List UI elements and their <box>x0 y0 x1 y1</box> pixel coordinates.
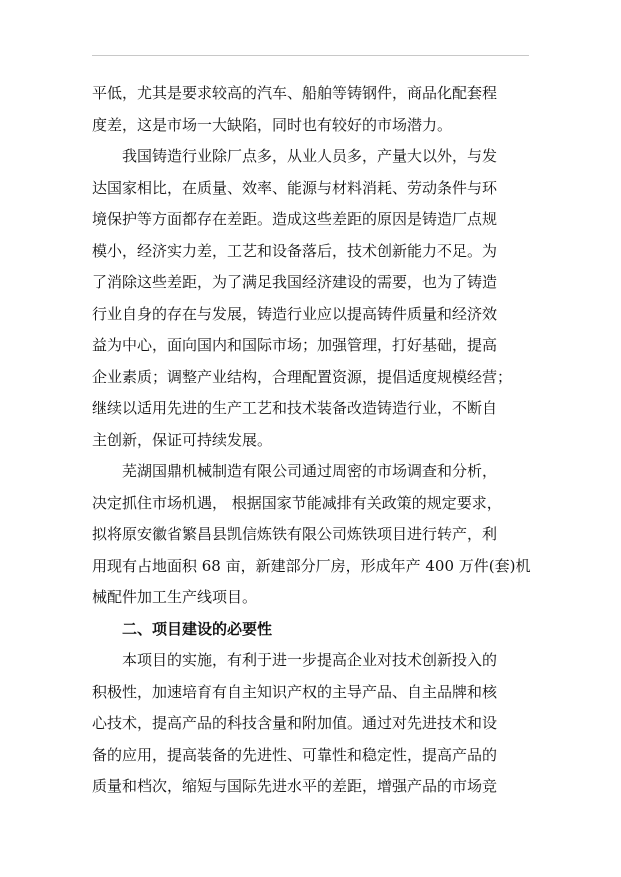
text-line: 境保护等方面都存在差距。造成这些差距的原因是铸造厂点规 <box>92 210 498 228</box>
text-line: 决定抓住市场机遇， 根据国家节能减排有关政策的规定要求， <box>92 493 502 512</box>
text-line: 达国家相比，在质量、效率、能源与材料消耗、劳动条件与环 <box>92 178 498 197</box>
text-line: 平低，尤其是要求较高的汽车、船舶等铸钢件，商品化配套程 <box>92 84 498 102</box>
text-line: 企业素质；调整产业结构，合理配置资源，提倡适度规模经营； <box>92 367 513 386</box>
section-heading: 二、项目建设的必要性 <box>122 619 273 638</box>
text-line: 械配件加工生产线项目。 <box>92 588 258 606</box>
document-body <box>92 78 532 803</box>
text-line: 备的应用，提高装备的先进性、可靠性和稳定性，提高产品的 <box>92 745 498 764</box>
text-line: 拟将原安徽省繁昌县凯信炼铁有限公司炼铁项目进行转产，利 <box>92 525 498 543</box>
text-line: 用现有占地面积 68 亩，新建部分厂房，形成年产 400 万件(套)机 <box>92 556 531 575</box>
text-line: 质量和档次，缩短与国际先进水平的差距，增强产品的市场竞 <box>92 777 498 795</box>
text-line: 继续以适用先进的生产工艺和技术装备改造铸造行业，不断自 <box>92 399 498 417</box>
text-line: 本项目的实施，有利于进一步提高企业对技术创新投入的 <box>122 651 498 669</box>
text-line: 益为中心，面向国内和国际市场；加强管理，打好基础，提高 <box>92 336 498 354</box>
text-line: 积极性，加速培育有自主知识产权的主导产品、自主品牌和核 <box>92 682 498 701</box>
text-line: 行业自身的存在与发展，铸造行业应以提高铸件质量和经济效 <box>92 304 498 323</box>
text-line: 主创新，保证可持续发展。 <box>92 430 273 449</box>
header-rule <box>92 55 529 56</box>
text-line: 度差，这是市场一大缺陷，同时也有较好的市场潜力。 <box>92 115 453 134</box>
text-line: 我国铸造行业除厂点多，从业人员多，产量大以外，与发 <box>122 147 498 165</box>
text-line: 模小，经济实力差，工艺和设备落后，技术创新能力不足。为 <box>92 241 498 260</box>
text-line: 芜湖国鼎机械制造有限公司通过周密的市场调查和分析， <box>122 462 498 480</box>
text-line: 了消除这些差距，为了满足我国经济建设的需要，也为了铸造 <box>92 273 498 291</box>
text-line: 心技术，提高产品的科技含量和附加值。通过对先进技术和设 <box>92 714 498 732</box>
